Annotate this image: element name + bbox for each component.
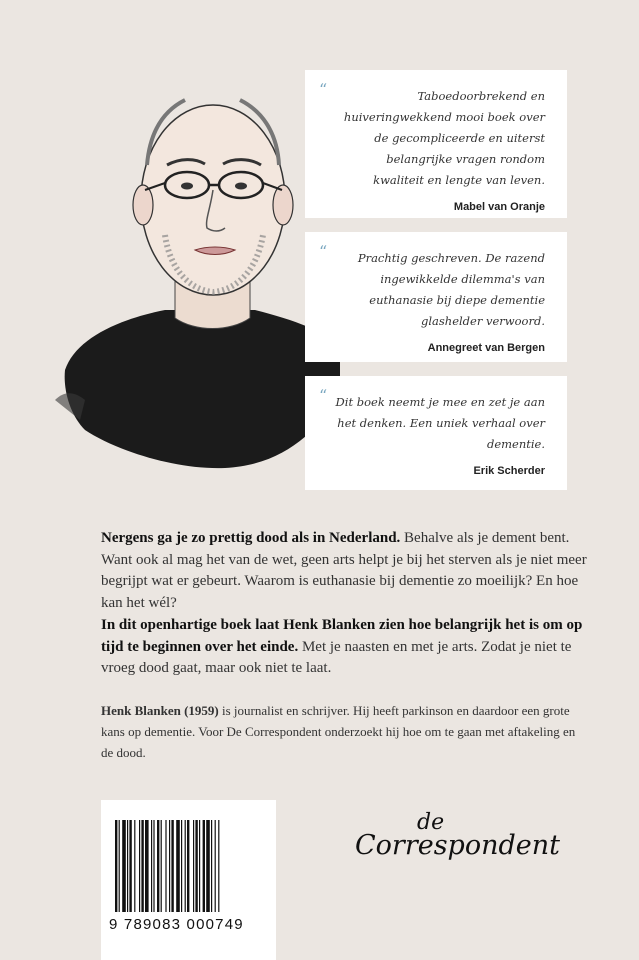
quote-author-2: Annegreet van Bergen [427, 342, 545, 354]
barcode-icon [113, 820, 265, 916]
author-portrait-illustration [55, 70, 345, 470]
barcode-panel [101, 800, 276, 960]
quote-author-1: Mabel van Oranje [453, 201, 545, 213]
quote-author-3: Erik Scherder [473, 465, 545, 477]
quote-box-2 [305, 232, 567, 362]
blurb-1-body: Behalve als je dement bent. Want ook al mag het van de wet, geen arts helpt je bij het sterven als je niet meer begrijpt wat er gebeurt. Waarom is euthanasie bij dementie zo moeilijk? En hoe kan het wél? [101, 530, 587, 611]
publisher-logo-correspondent: Correspondent [355, 830, 560, 861]
quote-box-1 [305, 70, 567, 218]
quote-mark-icon: “ [319, 80, 328, 99]
isbn-number: 9 789083 000749 [109, 916, 244, 933]
blurb-2-lead: In dit openhartige boek laat Henk Blanken zien hoe belangrijk het is om op tijd te beginnen over het einde. [101, 617, 583, 655]
blurb-paragraph-1 [101, 528, 601, 614]
quote-box-3 [305, 376, 567, 490]
publisher-logo-de: de [417, 810, 445, 835]
blurb-2-body: Met je naasten en met je arts. Zodat je niet te vroeg dood gaat, maar ook niet te laat. [101, 638, 572, 676]
bio-name: Henk Blanken (1959) [101, 703, 219, 718]
publisher-logo [355, 808, 570, 873]
bio-body: is journalist en schrijver. Hij heeft parkinson en daardoor een grote kans op dementie. Voor De Correspondent onderzoekt hij hoe om te gaan met aftakeling en de dood. [101, 703, 576, 760]
quote-mark-icon: “ [319, 386, 328, 405]
quote-text-2: Prachtig geschreven. De razend ingewikkelde dilemma's van euthanasie bij diepe dementie glashelder verwoord. [357, 251, 545, 328]
quote-text-1: Taboedoorbrekend en huiveringwekkend mooi boek over de gecompliceerde en uiterst belangrijke vragen rondom kwaliteit en lengte van leven. [343, 89, 545, 187]
blurb-paragraph-2 [101, 615, 601, 680]
quote-text-3: Dit boek neemt je mee en zet je aan het denken. Een uniek verhaal over dementie. [335, 395, 545, 451]
author-bio [101, 700, 581, 763]
quote-mark-icon: “ [319, 242, 328, 261]
blurb-1-lead: Nergens ga je zo prettig dood als in Nederland. [101, 530, 401, 546]
